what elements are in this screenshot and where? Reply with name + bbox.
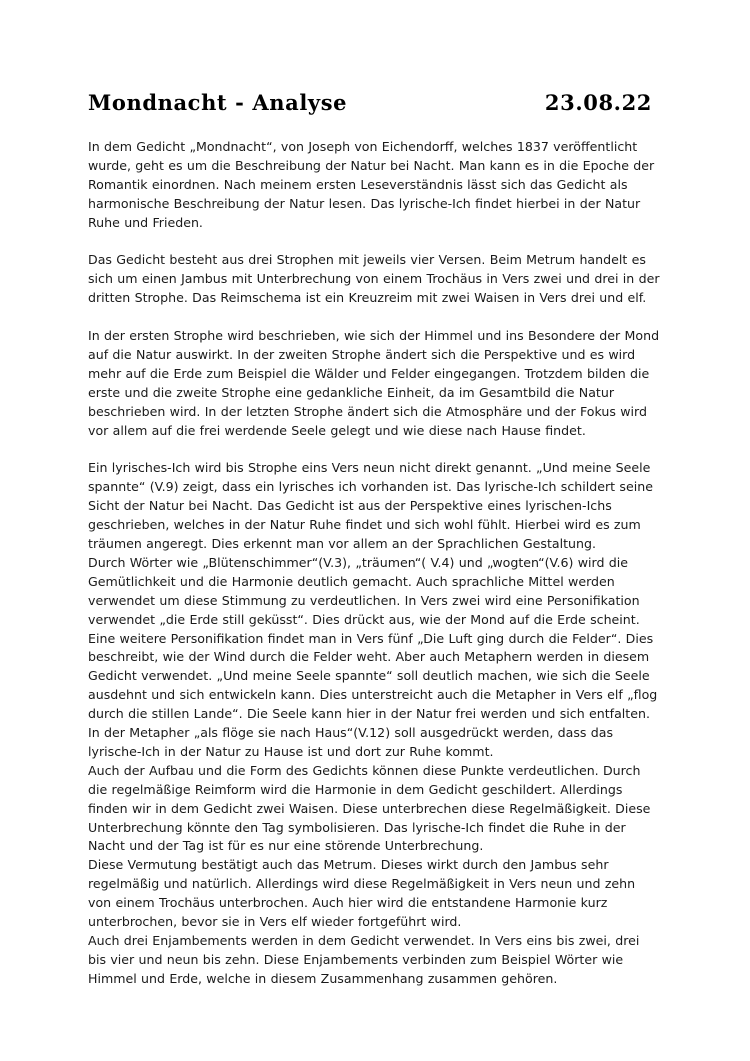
- document-body: [88, 138, 660, 989]
- document-header: [88, 90, 660, 124]
- paragraph-language: Durch Wörter wie „Blütenschimmer“(V.3), „träumen“( V.4) und „wogten“(V.6) wird die Gemütlichkeit und die Harmonie deutlich gemacht. Auch sprachliche Mittel werden verwendet um diese Stimmung zu verdeutlichen. In Vers zwei wird eine Personifikation verwendet „die Erde still geküsst“. Dies drückt aus, wie der Mond auf die Erde scheint. Eine weitere Personifikation findet man in Vers fünf „Die Luft ging durch die Felder“. Dies beschreibt, wie der Wind durch die Felder weht. Aber auch Metaphern werden in diesem Gedicht verwendet. „Und meine Seele spannte“ soll deutlich machen, wie sich die Seele ausdehnt und sich entwickeln kann. Dies unterstreicht auch die Metapher in Vers elf „flog durch die stillen Lande“. Die Seele kann hier in der Natur frei werden und sich entfalten. In der Metapher „als flöge sie nach Haus“(V.12) soll ausgedrückt werden, dass das lyrische-Ich in der Natur zu Hause ist und dort zur Ruhe kommt.: [88, 554, 658, 759]
- paragraph-metre: Diese Vermutung bestätigt auch das Metrum. Dieses wirkt durch den Jambus sehr regelmäßig und natürlich. Allerdings wird diese Regelmäßigkeit in Vers neun und zehn von einem Trochäus unterbrochen. Auch hier wird die entstandene Harmonie kurz unterbrochen, bevor sie in Vers elf wieder fortgeführt wird.: [88, 857, 636, 930]
- paragraph-content: In der ersten Strophe wird beschrieben, wie sich der Himmel und ins Besondere der Mond auf die Natur auswirkt. In der zweiten Strophe ändert sich die Perspektive und es wird mehr auf die Erde zum Beispiel die Wälder und Felder eingegangen. Trotzdem bilden die erste und die zweite Strophe eine gedankliche Einheit, da im Gesamtbild die Natur beschrieben wird. In der letzten Strophe ändert sich die Atmosphäre und der Fokus wird vor allem auf die frei werdende Seele gelegt und wie diese nach Hause findet.: [88, 328, 660, 438]
- document-date: 23.08.22: [544, 90, 652, 115]
- paragraph-structure: Das Gedicht besteht aus drei Strophen mit jeweils vier Versen. Beim Metrum handelt es sich um einen Jambus mit Unterbrechung von einem Trochäus in Vers zwei und drei in der dritten Strophe. Das Reimschema ist ein Kreuzreim mit zwei Waisen in Vers drei und elf.: [88, 252, 660, 306]
- document-title: Mondnacht - Analyse: [88, 90, 348, 115]
- paragraph-lyrical-self: Ein lyrisches-Ich wird bis Strophe eins Vers neun nicht direkt genannt. „Und meine Seele spannte“ (V.9) zeigt, dass ein lyrisches ich vorhanden ist. Das lyrische-Ich schildert seine Sicht der Natur bei Nacht. Das Gedicht ist aus der Perspektive eines lyrischen-Ichs geschrieben, welches in der Natur Ruhe findet und sich wohl fühlt. Hierbei wird es zum träumen angeregt. Dies erkennt man vor allem an der Sprachlichen Gestaltung.: [88, 460, 653, 551]
- paragraph-enjambment: Auch drei Enjambements werden in dem Gedicht verwendet. In Vers eins bis zwei, drei bis vier und neun bis zehn. Diese Enjambements verbinden zum Beispiel Wörter wie Himmel und Erde, welche in diesem Zusammenhang zusammen gehören.: [88, 933, 640, 986]
- paragraph-introduction: In dem Gedicht „Mondnacht“, von Joseph von Eichendorff, welches 1837 veröffentlicht wurde, geht es um die Beschreibung der Natur bei Nacht. Man kann es in die Epoche der Romantik einordnen. Nach meinem ersten Leseverständnis lässt sich das Gedicht als harmonische Beschreibung der Natur lesen. Das lyrische-Ich findet hierbei in der Natur Ruhe und Frieden.: [88, 139, 655, 230]
- document-page: [88, 90, 660, 989]
- paragraph-form: Auch der Aufbau und die Form des Gedichts können diese Punkte verdeutlichen. Durch die regelmäßige Reimform wird die Harmonie in dem Gedicht geschildert. Allerdings finden wir in dem Gedicht zwei Waisen. Diese unterbrechen diese Regelmäßigkeit. Diese Unterbrechung könnte den Tag symbolisieren. Das lyrische-Ich findet die Ruhe in der Nacht und der Tag ist für es nur eine störende Unterbrechung.: [88, 762, 651, 854]
